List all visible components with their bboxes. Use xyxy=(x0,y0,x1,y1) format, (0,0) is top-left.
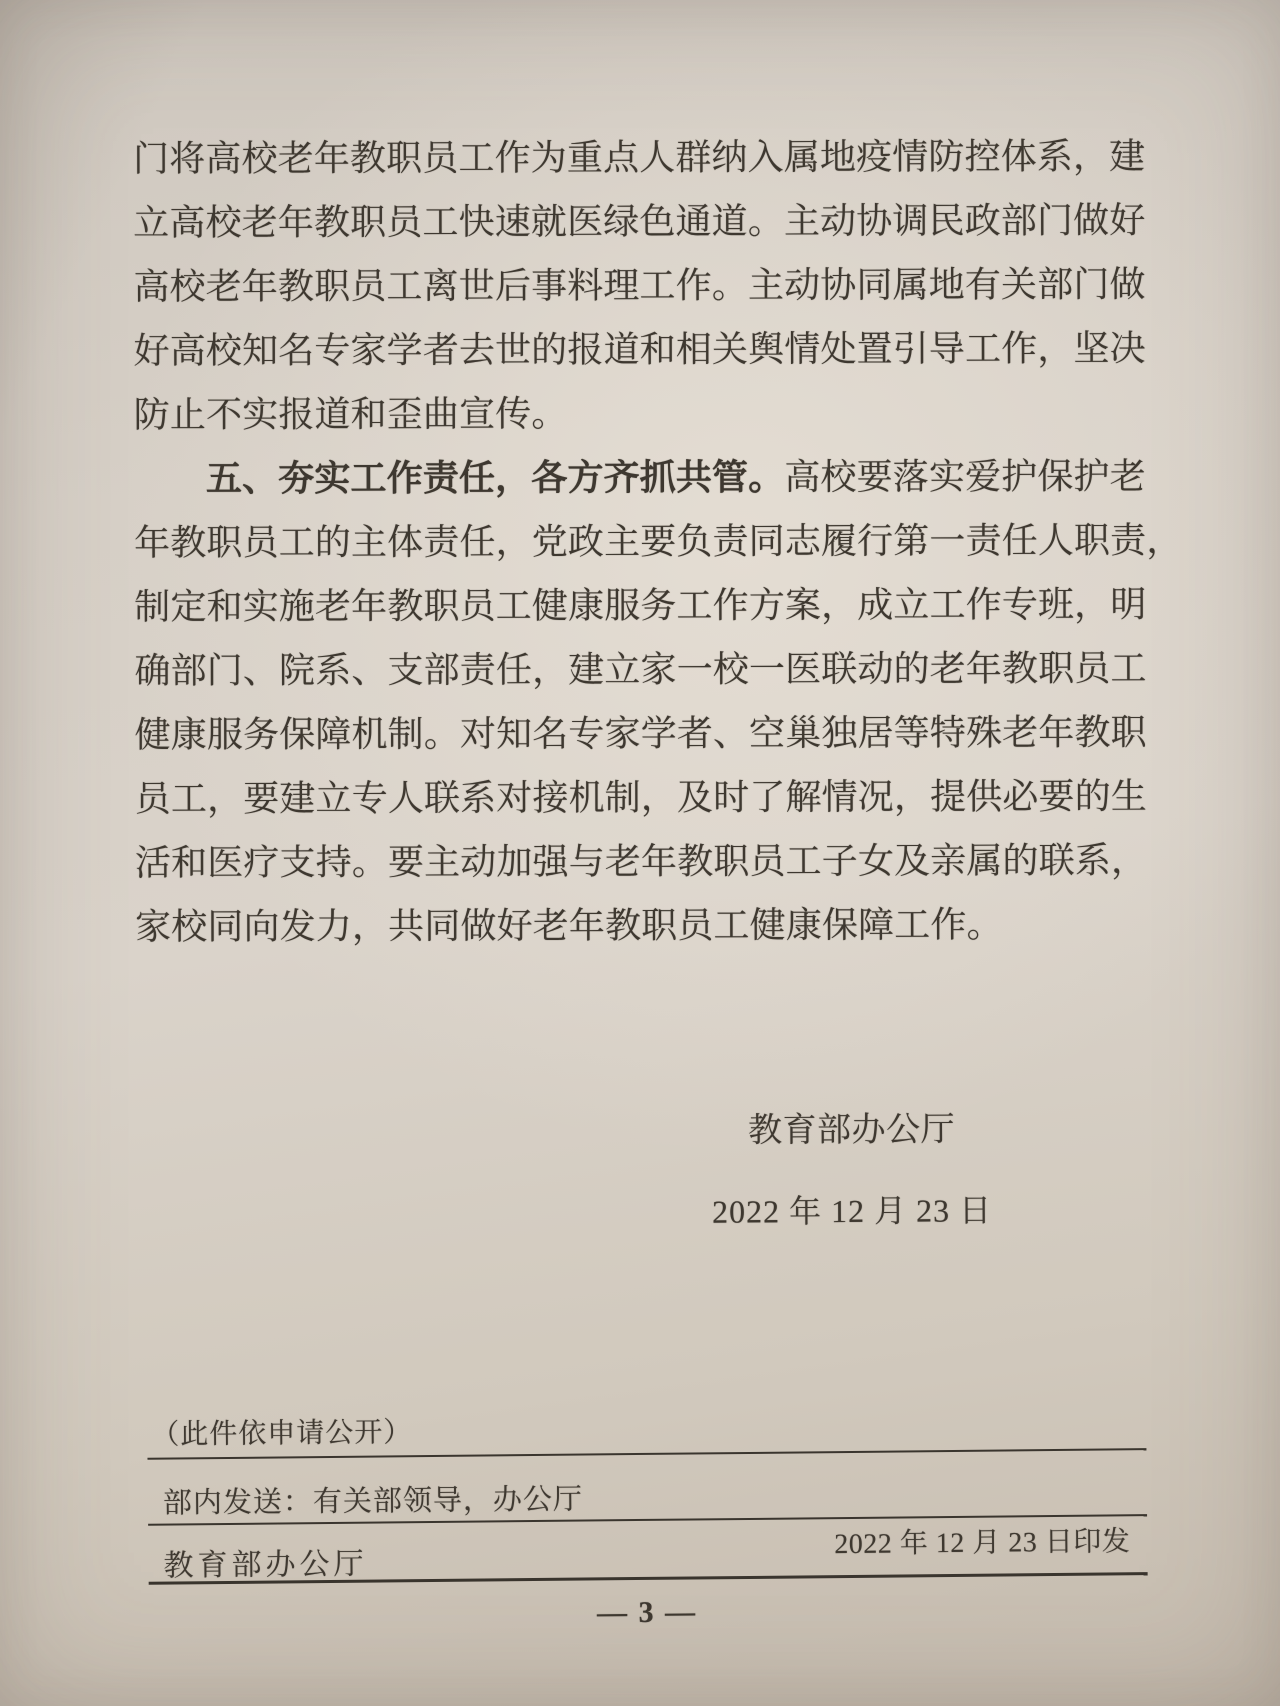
body-line: 活和医疗支持。要主动加强与老年教职员工子女及亲属的联系， xyxy=(134,840,1148,883)
body-line: 健康服务保障机制。对知名专家学者、空巢独居等特殊老年教职 xyxy=(134,712,1147,755)
signature-date: 2022 年 12 月 23 日 xyxy=(711,1192,993,1230)
body-line: 门将高校老年教职员工作为重点人群纳入属地疫情防控体系，建 xyxy=(133,136,1146,179)
signature-issuer: 教育部办公厅 xyxy=(747,1111,956,1150)
body-line: 立高校老年教职员工快速就医绿色通道。主动协调民政部门做好 xyxy=(133,200,1146,243)
body-line: 员工，要建立专人联系对接机制，及时了解情况，提供必要的生 xyxy=(134,776,1148,819)
page-number: — 3 — xyxy=(596,1595,698,1630)
body-line: 确部门、院系、支部责任，建立家一校一医联动的老年教职员工 xyxy=(134,648,1147,691)
body-line: 好高校知名专家学者去世的报道和相关舆情处置引导工作，坚决 xyxy=(133,328,1146,371)
disclosure-note: （此件依申请公开） xyxy=(151,1417,413,1451)
distribution-note: 部内发送：有关部领导，办公厅 xyxy=(162,1483,584,1520)
body-line: 防止不实报道和歪曲宣传。 xyxy=(133,393,568,435)
section-heading-continuation: 高校要落实爱护保护老 xyxy=(784,456,1146,498)
section-heading: 五、夯实工作责任，各方齐抓共管。 xyxy=(205,457,785,499)
body-line: 高校老年教职员工离世后事料理工作。主动协同属地有关部门做 xyxy=(133,264,1146,307)
body-line: 家校同向发力，共同做好老年教职员工健康保障工作。 xyxy=(135,904,1003,947)
print-date: 2022 年 12 月 23 日印发 xyxy=(834,1526,1131,1561)
footer-issuer: 教育部办公厅 xyxy=(163,1547,368,1583)
body-line: 制定和实施老年教职员工健康服务工作方案，成立工作专班，明 xyxy=(134,584,1147,627)
body-line: 年教职员工的主体责任，党政主要负责同志履行第一责任人职责， xyxy=(134,520,1183,563)
